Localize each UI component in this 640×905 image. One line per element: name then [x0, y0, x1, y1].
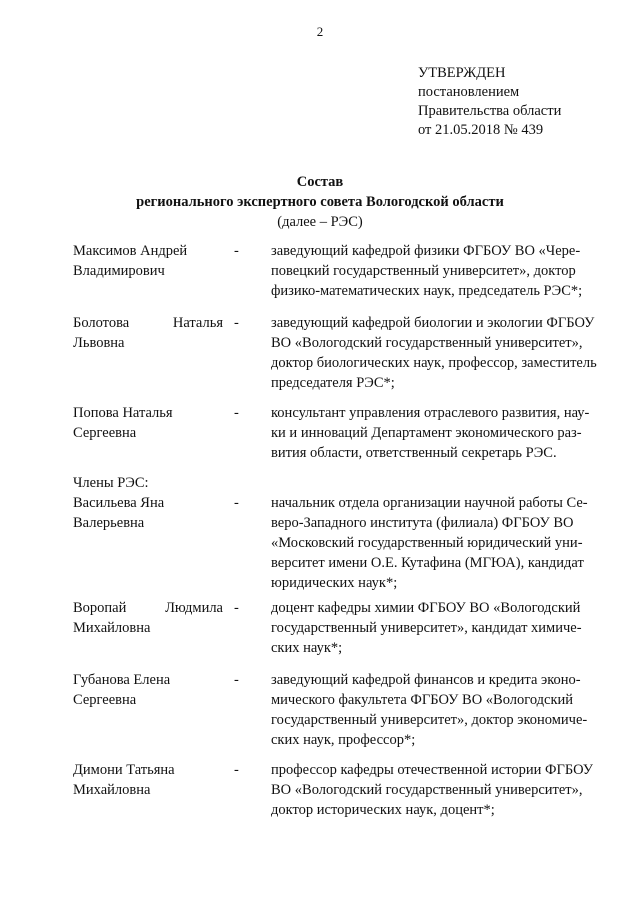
description-line: государственный университет», доктор экономиче- [271, 712, 588, 728]
member-description [271, 760, 606, 820]
member-name-line: Васильева Яна [73, 495, 165, 511]
member-name-line: Попова Наталья [73, 405, 173, 421]
member-name [73, 598, 223, 638]
member-dash: - [234, 672, 239, 688]
member-dash: - [234, 405, 239, 421]
description-line: ки и инноваций Департамент экономического раз- [271, 425, 582, 441]
description-line: доцент кафедры химии ФГБОУ ВО «Вологодский [271, 600, 581, 616]
title-line-3: (далее – РЭС) [277, 214, 363, 230]
member-name [73, 670, 223, 710]
member-name [73, 403, 223, 443]
member-description [271, 598, 606, 658]
description-line: ВО «Вологодский государственный университет», [271, 782, 583, 798]
member-name [73, 241, 223, 281]
description-line: ских наук*; [271, 640, 343, 656]
description-line: председателя РЭС*; [271, 375, 395, 391]
member-name-line: Болотова Наталья [73, 315, 223, 331]
member-dash: - [234, 600, 239, 616]
description-line: заведующий кафедрой финансов и кредита эконо- [271, 672, 581, 688]
description-line: мического факультета ФГБОУ ВО «Вологодский [271, 692, 574, 708]
members-label: Члены РЭС: [73, 475, 149, 491]
member-name [73, 493, 223, 533]
description-line: вития области, ответственный секретарь РЭС. [271, 445, 557, 461]
member-description [271, 403, 606, 463]
description-line: доктор исторических наук, доцент*; [271, 802, 495, 818]
member-name-line: Львовна [73, 335, 125, 351]
description-line: ских наук, профессор*; [271, 732, 416, 748]
member-description [271, 313, 606, 393]
approval-line: Правительства области [418, 103, 562, 119]
member-dash: - [234, 495, 239, 511]
description-line: консультант управления отраслевого развития, нау- [271, 405, 590, 421]
page-number: 2 [316, 24, 324, 39]
description-line: верситет имени О.Е. Кутафина (МГЮА), кандидат [271, 555, 584, 571]
title-line-2: регионального экспертного совета Вологодской области [136, 194, 504, 210]
description-line: доктор биологических наук, профессор, заместитель [271, 355, 597, 371]
description-line: веро-Западного института (филиала) ФГБОУ ВО [271, 515, 574, 531]
member-name-line: Михайловна [73, 782, 151, 798]
member-dash: - [234, 762, 239, 778]
member-name-line: Владимирович [73, 263, 165, 279]
approval-line: постановлением [418, 84, 520, 100]
description-line: физико-математических наук, председатель РЭС*; [271, 283, 583, 299]
member-name-line: Сергеевна [73, 425, 137, 441]
description-line: юридических наук*; [271, 575, 398, 591]
member-description [271, 241, 606, 301]
description-line: ВО «Вологодский государственный университет», [271, 335, 583, 351]
approval-line: от 21.05.2018 № 439 [418, 122, 544, 138]
approval-line: УТВЕРЖДЕН [418, 65, 506, 81]
member-dash: - [234, 315, 239, 331]
description-line: повецкий государственный университет», доктор [271, 263, 576, 279]
member-name-line: Валерьевна [73, 515, 145, 531]
member-name-line: Воропай Людмила [73, 600, 223, 616]
member-name-line: Максимов Андрей [73, 243, 188, 259]
member-name-line: Михайловна [73, 620, 151, 636]
member-description [271, 670, 606, 750]
description-line: заведующий кафедрой физики ФГБОУ ВО «Чере- [271, 243, 581, 259]
title-line-1: Состав [296, 174, 344, 190]
approval-stamp [418, 64, 561, 140]
document-title [0, 172, 640, 232]
member-name [73, 313, 223, 353]
member-dash: - [234, 243, 239, 259]
description-line: «Московский государственный юридический уни- [271, 535, 583, 551]
member-name-line: Губанова Елена [73, 672, 171, 688]
description-line: начальник отдела организации научной работы Се- [271, 495, 588, 511]
description-line: профессор кафедры отечественной истории ФГБОУ [271, 762, 594, 778]
description-line: заведующий кафедрой биологии и экологии ФГБОУ [271, 315, 595, 331]
member-name-line: Димони Татьяна [73, 762, 175, 778]
member-name [73, 760, 223, 800]
description-line: государственный университет», кандидат химиче- [271, 620, 582, 636]
member-name-line: Сергеевна [73, 692, 137, 708]
member-description [271, 493, 606, 593]
